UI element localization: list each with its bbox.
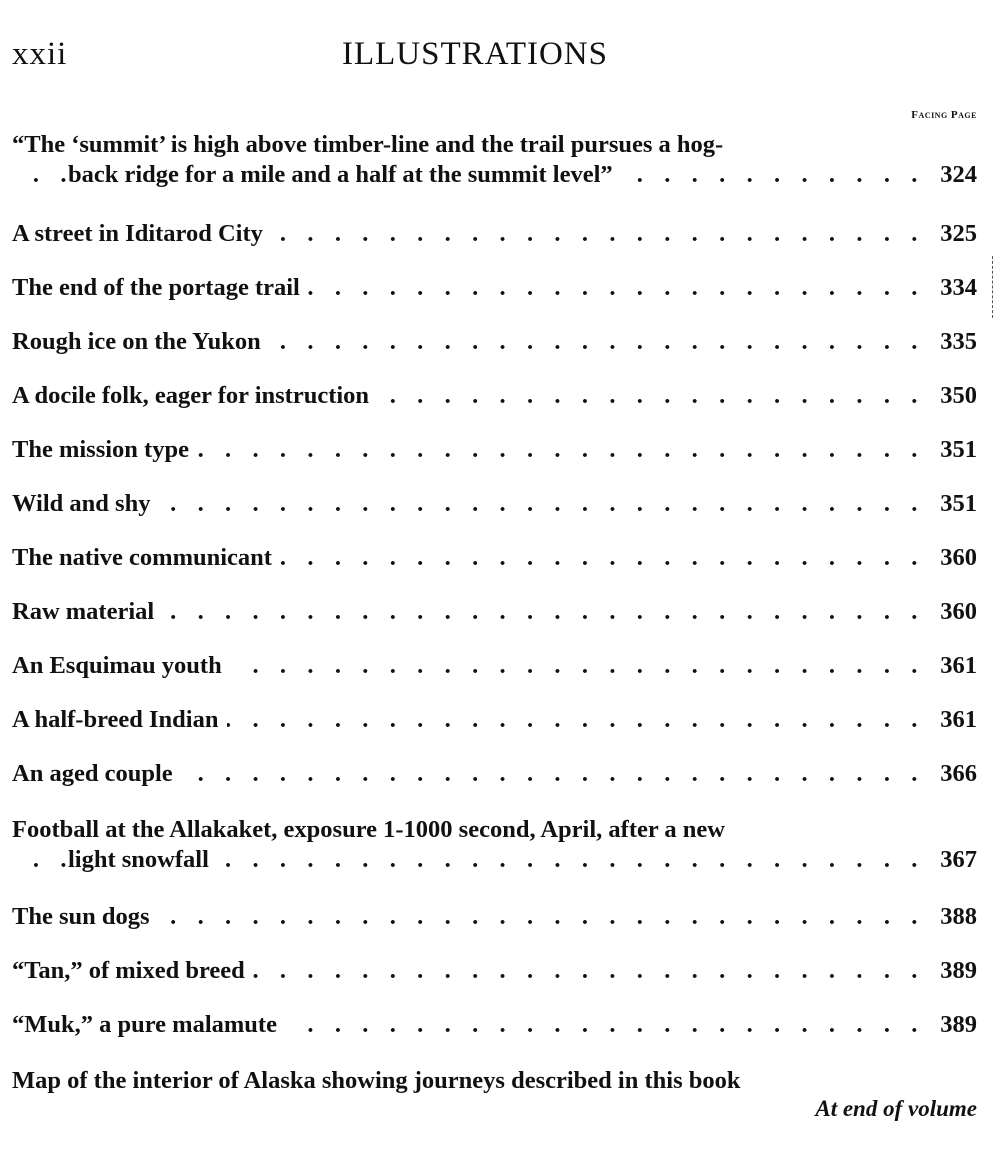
page-title: ILLUSTRATIONS	[342, 36, 608, 72]
entry-page-number: 366	[934, 759, 977, 789]
list-item	[12, 273, 977, 303]
entry-caption: “Tan,” of mixed breed	[12, 957, 253, 984]
list-item	[12, 219, 977, 249]
entry-caption: A docile folk, eager for instruction	[12, 382, 377, 409]
list-item	[12, 130, 977, 190]
list-item	[12, 705, 977, 735]
entry-page-number: 325	[934, 219, 977, 249]
entry-page-number: 361	[934, 651, 977, 681]
list-item	[12, 597, 977, 627]
entry-caption: Raw material	[12, 598, 162, 625]
list-item	[12, 1066, 977, 1130]
entry-page-number: 389	[934, 1010, 977, 1040]
entry-caption-continued: back ridge for a mile and a half at the summit level”	[68, 161, 621, 188]
list-item	[12, 435, 977, 465]
list-item	[12, 1010, 977, 1040]
entry-caption: “The ‘summit’ is high above timber-line and the trail pursues a hog-	[12, 131, 731, 158]
entry-page-number: 360	[934, 597, 977, 627]
entry-page-number: 361	[934, 705, 977, 735]
entry-caption: The sun dogs	[12, 903, 158, 930]
entry-caption: An Esquimau youth	[12, 652, 230, 679]
entry-page-number: 334	[934, 273, 977, 303]
entry-caption: The native communicant	[12, 544, 280, 571]
entry-page-number: 367	[934, 845, 977, 875]
entry-caption: Rough ice on the Yukon	[12, 328, 269, 355]
entry-page-number: 351	[934, 435, 977, 465]
entry-page-number: 389	[934, 956, 977, 986]
list-item	[12, 543, 977, 573]
entry-caption-continued: light snowfall	[68, 846, 217, 873]
entry-caption: A street in Iditarod City	[12, 220, 271, 247]
entry-caption: An aged couple	[12, 760, 181, 787]
book-page	[12, 0, 977, 1161]
entry-caption: The mission type	[12, 436, 197, 463]
list-item	[12, 327, 977, 357]
entry-page-number: 360	[934, 543, 977, 573]
list-item	[12, 381, 977, 411]
list-item	[12, 815, 977, 875]
list-item	[12, 956, 977, 986]
margin-mark	[992, 256, 994, 318]
entry-page-number: 324	[934, 160, 977, 190]
entry-page-number: 388	[934, 902, 977, 932]
page-header	[12, 34, 977, 78]
entry-location-note: At end of volume	[815, 1096, 977, 1121]
entry-page-number: 351	[934, 489, 977, 519]
entry-page-number: 335	[934, 327, 977, 357]
entry-caption: Wild and shy	[12, 490, 158, 517]
entry-caption: A half-breed Indian	[12, 706, 227, 733]
list-item	[12, 902, 977, 932]
entry-caption: Map of the interior of Alaska showing journeys described in this book	[12, 1067, 749, 1094]
entry-caption: The end of the portage trail	[12, 274, 308, 301]
entry-page-number: 350	[934, 381, 977, 411]
list-item	[12, 489, 977, 519]
page-number: xxii	[12, 36, 68, 72]
facing-page-column-label: Facing Page	[911, 109, 977, 121]
entry-caption: Football at the Allakaket, exposure 1-1000 second, April, after a new	[12, 816, 733, 843]
list-item	[12, 759, 977, 789]
list-item	[12, 651, 977, 681]
entry-caption: “Muk,” a pure malamute	[12, 1011, 285, 1038]
